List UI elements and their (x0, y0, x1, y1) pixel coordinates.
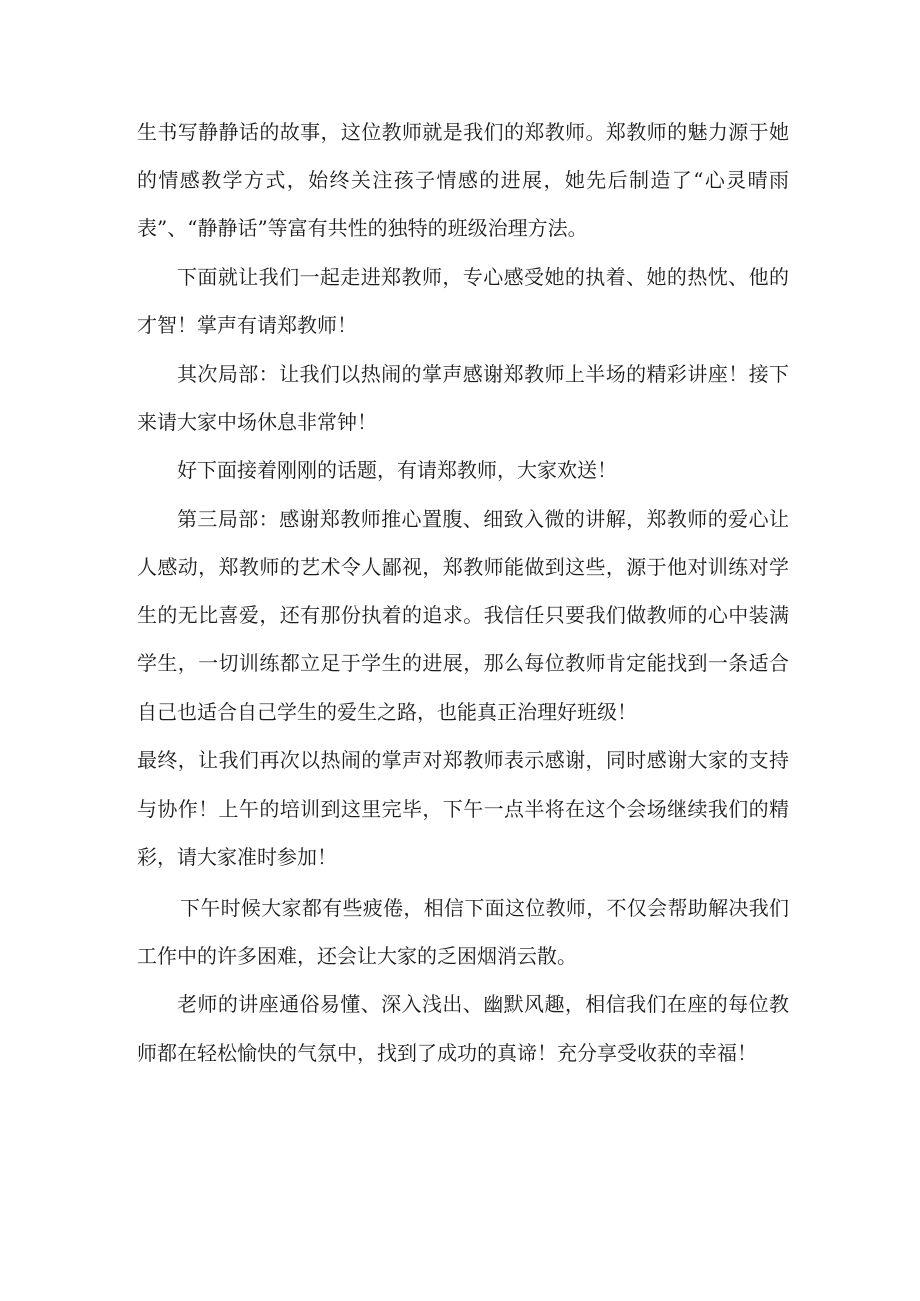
text-line: 与协作！上午的培训到这里完毕，下午一点半将在这个会场继续我们的精 (137, 797, 789, 821)
text-line: 下午时候大家都有些疲倦，相信下面这位教师，不仅会帮助解决我们 (180, 896, 789, 920)
text-line: 彩，请大家准时参加！ (137, 845, 337, 869)
text-line: 才智！掌声有请郑教师！ (137, 313, 357, 337)
text-line: 第三局部：感谢郑教师推心置腹、细致入微的讲解，郑教师的爱心让 (177, 507, 789, 531)
text-line: 自己也适合自己学生的爱生之路，也能真正治理好班级！ (137, 700, 637, 724)
text-line: 表”、“静静话”等富有共性的独特的班级治理方法。 (137, 216, 588, 240)
text-line: 人感动，郑教师的艺术令人鄙视，郑教师能做到这些，源于他对训练对学 (137, 555, 789, 579)
text-line: 最终，让我们再次以热闹的掌声对郑教师表示感谢，同时感谢大家的支持 (137, 748, 789, 772)
text-line: 师都在轻松愉快的气氛中，找到了成功的真谛！充分享受收获的幸福！ (137, 1041, 757, 1065)
text-line: 的情感教学方式，始终关注孩子情感的进展，她先后制造了“心灵晴雨 (137, 168, 789, 192)
text-line: 老师的讲座通俗易懂、深入浅出、幽默风趣，相信我们在座的每位教 (177, 992, 789, 1016)
text-line: 生的无比喜爱，还有那份执着的追求。我信任只要我们做教师的心中装满 (137, 603, 789, 627)
text-line: 生书写静静话的故事，这位教师就是我们的郑教师。郑教师的魅力源于她 (137, 120, 789, 144)
text-line: 工作中的许多困难，还会让大家的乏困烟消云散。 (137, 944, 577, 968)
text-line: 好下面接着刚刚的话题，有请郑教师，大家欢送！ (177, 458, 617, 482)
text-line: 来请大家中场休息非常钟！ (137, 410, 377, 434)
text-line: 其次局部：让我们以热闹的掌声感谢郑教师上半场的精彩讲座！接下 (177, 362, 789, 386)
text-line: 下面就让我们一起走进郑教师，专心感受她的执着、她的热忱、他的 (177, 265, 789, 289)
text-line: 学生，一切训练都立足于学生的进展，那么每位教师肯定能找到一条适合 (137, 651, 789, 675)
